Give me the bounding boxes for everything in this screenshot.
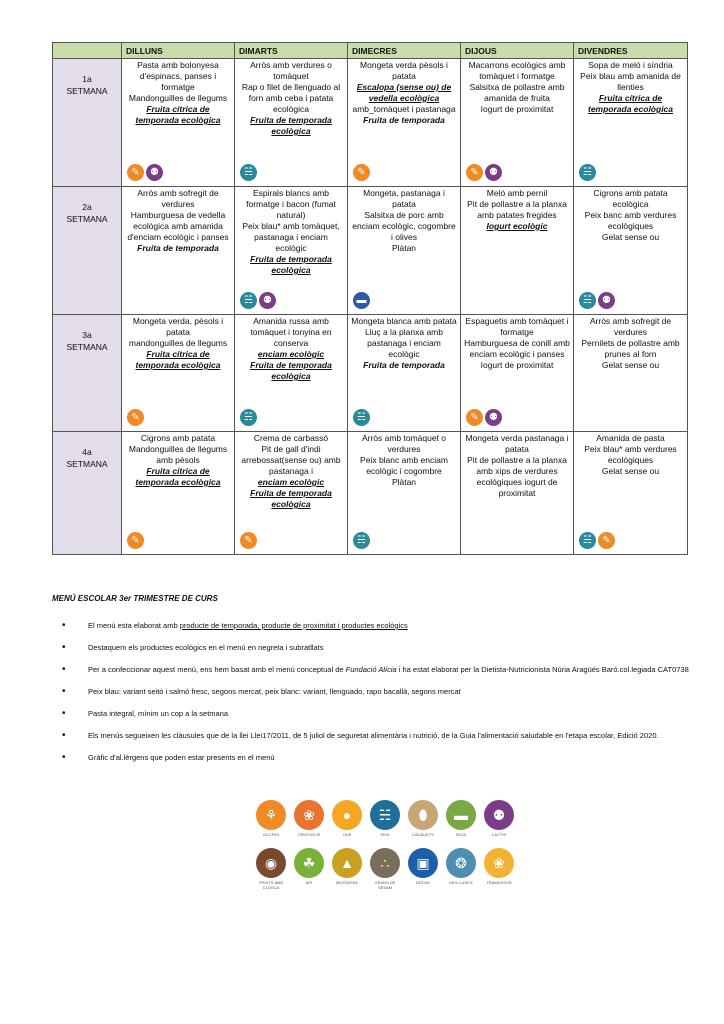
dish: Peix banc amb verdures ecològiques — [584, 210, 677, 231]
allergen-item — [293, 848, 325, 890]
dish: Iogurt de proximitat — [480, 104, 554, 114]
week-label — [53, 187, 122, 315]
menu-cell — [122, 187, 235, 315]
allergen-name: FRUITS AMB CLOSCA — [258, 880, 283, 890]
dish: Fruita cítrica de temporada ecològica — [135, 466, 221, 487]
fish-icon: ☵ — [353, 532, 370, 549]
allergen-name: CACAUETS — [412, 832, 434, 837]
week-row — [53, 59, 688, 187]
allergen-name: GRANS DE SÈSAM — [374, 880, 396, 890]
dish: Sopa de meló i síndria — [588, 60, 673, 70]
menu-cell — [348, 187, 461, 315]
note-text: El menú esta elaborat amb — [88, 621, 180, 630]
dish: enciam ecològic — [257, 349, 325, 359]
menu-cell — [461, 432, 574, 555]
fish-icon: ☵ — [240, 409, 257, 426]
milk-icon: ⚉ — [598, 292, 615, 309]
dish: Fruita de temporada ecològica — [250, 360, 332, 381]
menu-cell — [122, 315, 235, 432]
week-number: 4a — [82, 447, 92, 457]
dish: amb_tomàquet i pastanaga — [352, 104, 456, 114]
allergen-name: GLUTEN — [262, 832, 280, 837]
allergen-name: TRAMUSSOS — [486, 880, 512, 885]
allergen-name: DIÒXID — [416, 880, 430, 885]
dish: Peix blau* amb tomàquet, pastanaga i enciam ecològic — [242, 221, 340, 253]
allergen-icons — [127, 409, 144, 426]
dish: Arròs amb tomàquet o verdures — [361, 433, 447, 454]
dish: Mandonguilles de llegums amb pèsols — [128, 444, 228, 465]
dish: Salsitxa de porc amb enciam ecològic, cogombre i olives — [352, 210, 456, 242]
dish: Plàtan — [391, 243, 417, 253]
dish: Fruita cítrica de temporada ecològica — [587, 93, 674, 114]
allergen-icons — [466, 164, 502, 181]
dish: Amanida de pasta — [596, 433, 665, 443]
allergen-name: LACTIS — [491, 832, 506, 837]
week-label — [53, 432, 122, 555]
dish: Fruita cítrica de temporada ecològica — [135, 104, 221, 125]
dish: Pit de pollastre a la planxa amb xips de verdures ecològiques iogurt de proximitat — [467, 455, 567, 498]
dish: Fruita de temporada ecològica — [250, 115, 332, 136]
milk-icon: ⚉ — [485, 409, 502, 426]
dish: Cigrons amb patata ecològica — [593, 188, 668, 209]
menu-cell — [235, 315, 348, 432]
header-day: DIMECRES — [348, 43, 461, 59]
note-item — [58, 750, 698, 766]
dish: mandonguilles de llegums — [128, 338, 228, 348]
fish-icon: ☵ — [579, 164, 596, 181]
allergen-item — [331, 800, 363, 842]
menu-cell — [122, 59, 235, 187]
dish: Amanida russa amb tomàquet i tonyina en conserva — [250, 316, 332, 348]
dish: Fruita de temporada — [137, 243, 219, 253]
milk-icon: ⚉ — [484, 800, 514, 830]
dish: Escalopa (sense ou) de vedella ecològica — [356, 82, 452, 103]
fish-icon: ☵ — [240, 292, 257, 309]
dish: Espirals blancs amb formatge i bacon (fumat natural) — [246, 188, 336, 220]
dish: Salsitxa de pollastre amb amanida de fruita — [469, 82, 565, 103]
note-text: Els menús segueixen les clàusules que de la llei Llei17/2011, de 5 juliol de seguretat alimentària i nutrició, de la Guia l'alimentació saludable en l'etapa escolar, Edició 2020. — [88, 731, 659, 740]
week-number: 2a — [82, 202, 92, 212]
sesame-icon: ∴ — [370, 848, 400, 878]
dish: Plàtan — [391, 477, 417, 487]
dish: Mongeta verda pastanaga i patata — [465, 433, 569, 454]
table-header-row — [53, 43, 688, 59]
allergen-item — [445, 800, 477, 842]
soy-icon: ▬ — [353, 292, 370, 309]
gluten-icon: ✎ — [127, 532, 144, 549]
note-text: Pasta integral, mínim un cop a la setmana — [88, 709, 229, 718]
fish-icon: ☵ — [370, 800, 400, 830]
allergen-item — [293, 800, 325, 842]
allergen-name: CRUSTACIS — [297, 832, 321, 837]
allergen-item — [369, 800, 401, 842]
dish: Gelat sense ou — [601, 232, 660, 242]
note-text: i ha estat elaborat per la Dietista-Nutricionista Núria Aragüés Baró.col.legiada CAT0738 — [396, 665, 689, 674]
wheat-icon: ⚘ — [256, 800, 286, 830]
allergen-item — [445, 848, 477, 890]
menu-cell — [235, 432, 348, 555]
allergen-icons — [240, 409, 257, 426]
note-underlined: producte de temporada, producte de proximitat i productes ecològics — [179, 621, 408, 630]
menu-cell — [348, 59, 461, 187]
note-text: Gràfic d'al.lèrgens que poden estar presents en el menú — [88, 753, 275, 762]
dish: Iogurt ecològic — [486, 221, 548, 231]
week-number: 1a — [82, 74, 92, 84]
notes-list — [58, 618, 698, 772]
week-row — [53, 432, 688, 555]
note-item — [58, 706, 698, 722]
mustard-icon: ▲ — [332, 848, 362, 878]
week-word: SETMANA — [66, 214, 108, 224]
note-text: Destaquem els productes ecològics en el menú en negreta i subratllats — [88, 643, 324, 652]
allergen-icons — [353, 409, 370, 426]
allergen-name: PEIX — [380, 832, 390, 837]
note-item — [58, 618, 698, 634]
allergen-chart — [255, 800, 515, 896]
celery-icon: ☘ — [294, 848, 324, 878]
note-text: Peix blau: variant seitó i salmó fresc, segons mercat, peix blanc: variant, llenguado, rapo bacallà, segons mercat — [88, 687, 461, 696]
allergen-icons — [579, 164, 596, 181]
allergen-icons — [579, 532, 615, 549]
dish: Mongeta, pastanaga i patata — [363, 188, 445, 209]
allergen-icons — [127, 532, 144, 549]
week-label — [53, 315, 122, 432]
allergen-icons — [353, 164, 370, 181]
dish: Arròs amb verdures o tomàquet — [250, 60, 332, 81]
dish: Peix blau amb amanida de llenties — [580, 71, 681, 92]
header-day: DIJOUS — [461, 43, 574, 59]
lupin-icon: ❀ — [484, 848, 514, 878]
dish: Fruita de temporada — [363, 360, 445, 370]
fish-icon: ☵ — [353, 409, 370, 426]
sulphite-icon: ▣ — [408, 848, 438, 878]
menu-cell — [235, 187, 348, 315]
dish: Peix blau* amb verdures ecològiques — [584, 444, 677, 465]
allergen-row — [255, 800, 515, 842]
shrimp-icon: ❀ — [294, 800, 324, 830]
dish: Cigrons amb patata — [140, 433, 216, 443]
nut-icon: ◉ — [256, 848, 286, 878]
menu-cell — [574, 432, 688, 555]
week-word: SETMANA — [66, 459, 108, 469]
dish: Pernilets de pollastre amb prunes al forn — [581, 338, 680, 359]
dish: Rap o filet de llenguado al forn amb ceba i patata ecològica — [241, 82, 341, 114]
allergen-name: MOL·LUSCS — [449, 880, 473, 885]
gluten-icon: ✎ — [466, 164, 483, 181]
gluten-icon: ✎ — [240, 532, 257, 549]
allergen-icons — [240, 292, 276, 309]
fish-icon: ☵ — [579, 532, 596, 549]
allergen-item — [407, 848, 439, 890]
dish: Gelat sense ou — [601, 360, 660, 370]
dish: Pit de gall d'indi arrebossat(sense ou) amb pastanaga i — [241, 444, 341, 476]
allergen-icons — [127, 164, 163, 181]
menu-cell — [461, 315, 574, 432]
menu-cell — [574, 59, 688, 187]
allergen-icons — [579, 292, 615, 309]
week-word: SETMANA — [66, 86, 108, 96]
header-day: DIMARTS — [235, 43, 348, 59]
menu-table — [52, 42, 688, 555]
dish: Mandonguilles de llegums — [128, 93, 228, 103]
note-text: Per a confeccionar aquest menú, ens hem basat amb el menú conceptual de — [88, 665, 346, 674]
allergen-icons — [466, 409, 502, 426]
dish: Mongeta verda pèsols i patata — [360, 60, 448, 81]
allergen-name: OUS — [342, 832, 352, 837]
note-item — [58, 640, 698, 656]
dish: Lluç a la planxa amb pastanaga i enciam ecològic — [365, 327, 443, 359]
soy-icon: ▬ — [446, 800, 476, 830]
menu-cell — [574, 187, 688, 315]
allergen-icons — [240, 164, 257, 181]
dish: Peix blanc amb enciam ecològic i cogombre — [360, 455, 448, 476]
dish: Fruita de temporada ecològica — [250, 488, 332, 509]
allergen-name: MOSTASSA — [336, 880, 358, 885]
header-corner — [53, 43, 122, 59]
note-item — [58, 684, 698, 700]
dish: Pit de pollastre a la planxa amb patates fregides — [467, 199, 567, 220]
gluten-icon: ✎ — [466, 409, 483, 426]
dish: Hamburguesa de vedella ecològica amb amanida d'enciam ecològic i panses — [127, 210, 229, 242]
milk-icon: ⚉ — [146, 164, 163, 181]
gluten-icon: ✎ — [127, 164, 144, 181]
week-number: 3a — [82, 330, 92, 340]
menu-cell — [348, 315, 461, 432]
week-row — [53, 315, 688, 432]
week-word: SETMANA — [66, 342, 108, 352]
gluten-icon: ✎ — [353, 164, 370, 181]
dish: Fruita de temporada — [363, 115, 445, 125]
note-item — [58, 728, 698, 744]
note-italic: Fundació Alícia — [345, 665, 397, 674]
menu-cell — [122, 432, 235, 555]
fish-icon: ☵ — [240, 164, 257, 181]
week-row — [53, 187, 688, 315]
allergen-item — [255, 800, 287, 842]
milk-icon: ⚉ — [485, 164, 502, 181]
dish: Iogurt de proximitat — [480, 360, 554, 370]
peanut-icon: ⬮ — [408, 800, 438, 830]
allergen-icons — [353, 532, 370, 549]
menu-body — [53, 59, 688, 555]
dish: Mongeta blanca amb patata — [351, 316, 457, 326]
dish: Hamburguesa de conill amb enciam ecològic i panses — [464, 338, 570, 359]
allergen-icons — [353, 292, 370, 309]
menu-cell — [461, 59, 574, 187]
menu-cell — [235, 59, 348, 187]
allergen-icons — [240, 532, 257, 549]
dish: enciam ecològic — [257, 477, 325, 487]
fish-icon: ☵ — [579, 292, 596, 309]
dish: Arròs amb sofregit de verdures — [137, 188, 219, 209]
allergen-item — [483, 848, 515, 890]
allergen-item — [407, 800, 439, 842]
allergen-name: SOJA — [455, 832, 467, 837]
allergen-item — [483, 800, 515, 842]
dish: Gelat sense ou — [601, 466, 660, 476]
menu-cell — [461, 187, 574, 315]
dish: Mongeta verda, pèsols i patata — [132, 316, 224, 337]
header-day: DILLUNS — [122, 43, 235, 59]
dish: Espaguetis amb tomàquet i formatge — [465, 316, 569, 337]
dish: Arròs amb sofregit de verdures — [589, 316, 672, 337]
week-label — [53, 59, 122, 187]
menu-cell — [348, 432, 461, 555]
allergen-item — [331, 848, 363, 890]
dish: Crema de carbassó — [253, 433, 329, 443]
dish: Macarrons ecològics amb tomàquet i formatge — [468, 60, 566, 81]
milk-icon: ⚉ — [259, 292, 276, 309]
dish: Fruita cítrica de temporada ecològica — [135, 349, 221, 370]
egg-icon: ● — [332, 800, 362, 830]
allergen-item — [369, 848, 401, 890]
allergen-row — [255, 848, 515, 890]
allergen-name: API — [305, 880, 313, 885]
gluten-icon: ✎ — [598, 532, 615, 549]
gluten-icon: ✎ — [127, 409, 144, 426]
dish: Meló amb pernil — [486, 188, 548, 198]
header-day: DIVENDRES — [574, 43, 688, 59]
dish: Pasta amb bolonyesa d'espinacs, panses i formatge — [137, 60, 219, 92]
menu-cell — [574, 315, 688, 432]
mollusc-icon: ❂ — [446, 848, 476, 878]
dish: Fruita de temporada ecològica — [250, 254, 332, 275]
note-item — [58, 662, 698, 678]
menu-title: MENÚ ESCOLAR 3er TRIMESTRE DE CURS — [52, 594, 218, 603]
allergen-item — [255, 848, 287, 890]
